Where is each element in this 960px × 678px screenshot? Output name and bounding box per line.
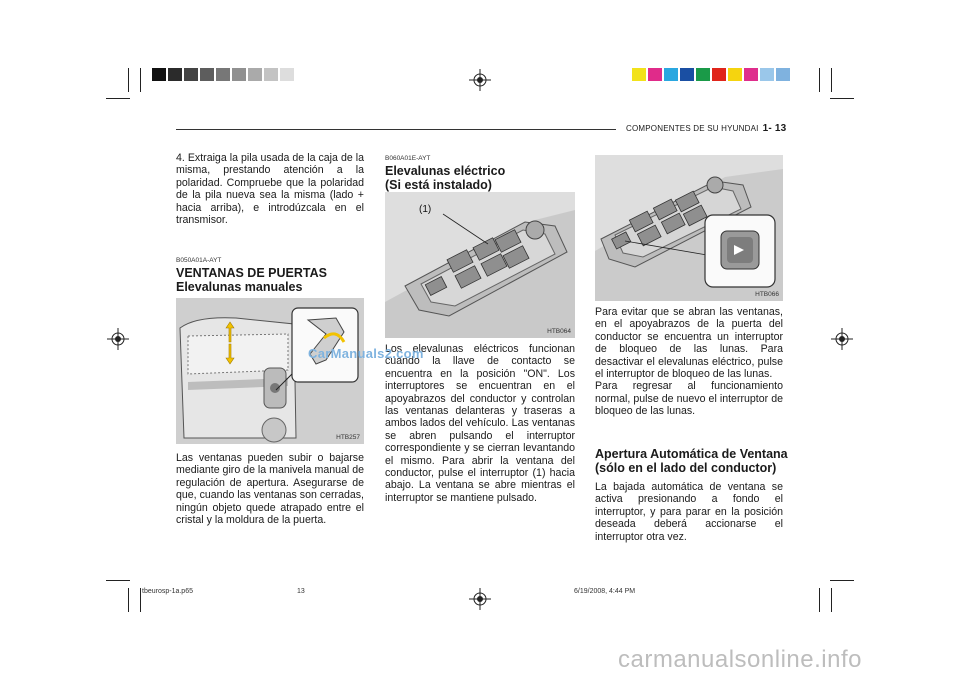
registration-swatch — [760, 68, 774, 81]
registration-swatch — [168, 68, 182, 81]
page-number: 1- 13 — [762, 123, 787, 134]
power-windows-text: Los elevalunas eléctricos funcionan cuando la llave de contacto se encuentra en la posición "ON". Los interruptores se encuentran en el apoyabrazos del conductor y controlan las ventanas delanteras y traseras a ambos lados del vehículo. Las ventanas se abren pulsando el interruptor correspondiente y se cierran levantando el mismo. Para abrir la ventana del conductor, pulse el interruptor (1) hacia abajo. La ventana se abre mientras el interruptor se mantiene pulsado. — [385, 343, 575, 504]
registration-swatch — [744, 68, 758, 81]
battery-step-4: 4. Extraiga la pila usada de la caja de la misma, prestando atención a la polaridad. Compruebe que la polaridad de la pila nueva sea la misma (lado + hacia arriba), e introdúzcala en el transmisor. — [176, 152, 364, 227]
registration-swatch — [648, 68, 662, 81]
manual-windows-heading: Elevalunas manuales — [176, 280, 303, 294]
power-window-switch-figure — [385, 192, 575, 338]
registration-swatch — [232, 68, 246, 81]
registration-target-icon — [107, 328, 129, 350]
registration-swatch — [728, 68, 742, 81]
window-lock-text — [595, 306, 783, 418]
registration-swatch — [632, 68, 646, 81]
registration-swatch — [216, 68, 230, 81]
section-code: B060A01E-AYT — [385, 155, 431, 162]
auto-window-subtitle: (sólo en el lado del conductor) — [595, 461, 777, 475]
footer-page: 13 — [297, 588, 305, 595]
site-watermark: carmanualsonline.info — [618, 646, 862, 673]
watermark: CarManuals2.com — [308, 346, 424, 361]
header-rule — [176, 129, 616, 130]
section-title-windows — [176, 266, 366, 294]
windows-heading: VENTANAS DE PUERTAS — [176, 266, 327, 280]
manual-window-crank-figure — [176, 298, 364, 444]
power-windows-subheading: (Si está instalado) — [385, 178, 492, 192]
registration-swatch — [680, 68, 694, 81]
registration-swatch — [200, 68, 214, 81]
footer-file: tbeurosp-1a.p65 — [142, 588, 193, 595]
window-lock-switch-figure — [595, 155, 783, 301]
window-lock-paragraph: Para evitar que se abran las ventanas, en el apoyabrazos de la puerta del conductor se encuentra un interruptor de bloqueo de las lunas. Para desactivar el elevalunas eléctrico, pulse el interruptor de bloqueo de las lunas. — [595, 306, 783, 381]
registration-swatch — [152, 68, 166, 81]
registration-target-icon — [469, 69, 491, 91]
registration-swatch — [712, 68, 726, 81]
registration-swatch — [184, 68, 198, 81]
registration-swatch — [280, 68, 294, 81]
callout-1: (1) — [419, 204, 432, 215]
footer-datetime: 6/19/2008, 4:44 PM — [574, 588, 636, 595]
registration-swatch — [264, 68, 278, 81]
auto-window-heading — [595, 447, 795, 475]
manual-windows-text: Las ventanas pueden subir o bajarse mediante giro de la manivela manual de regulación de apertura. Asegurarse de que, cuando las ventanas son cerradas, ningún objeto quede atrapado entre el cristal y la moldura de la puerta. — [176, 452, 364, 527]
section-title: COMPONENTES DE SU HYUNDAI — [626, 124, 759, 133]
auto-window-text: La bajada automática de ventana se activa presionando a fondo el interruptor, y para parar en la posición deseada deberá accionarse el interruptor otra vez. — [595, 481, 783, 543]
registration-swatch — [696, 68, 710, 81]
registration-target-icon — [469, 588, 491, 610]
section-title-power-windows — [385, 164, 575, 192]
page-header — [626, 123, 786, 134]
registration-target-icon — [831, 328, 853, 350]
normal-operation-paragraph: Para regresar al funcionamiento normal, pulse de nuevo el interruptor de bloqueo de las lunas. — [595, 380, 783, 418]
figure-label: HTB257 — [336, 434, 360, 441]
figure-label: HTB066 — [755, 291, 779, 298]
auto-window-title: Apertura Automática de Ventana — [595, 447, 788, 461]
registration-swatch — [776, 68, 790, 81]
registration-swatch — [248, 68, 262, 81]
registration-swatch — [664, 68, 678, 81]
figure-label: HTB064 — [547, 328, 571, 335]
power-windows-heading: Elevalunas eléctrico — [385, 164, 506, 178]
section-code: B050A01A-AYT — [176, 257, 222, 264]
